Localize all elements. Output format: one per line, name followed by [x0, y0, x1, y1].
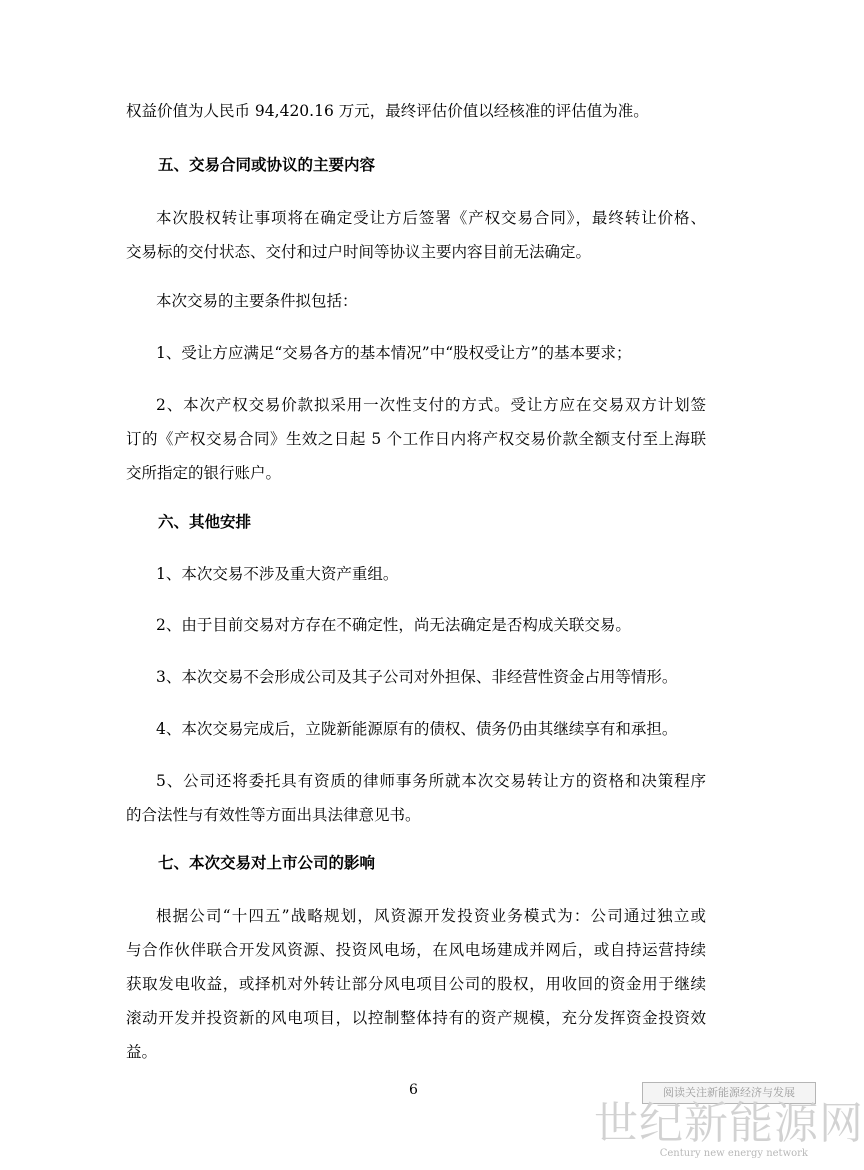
watermark-subtitle: 阅读关注新能源经济与发展: [663, 1086, 795, 1099]
intro-line-1: 权益价值为人民币 94,420.16 万元，最终评估价值以经核准的评估值为准。: [126, 102, 649, 120]
section-6-item-5: [126, 771, 706, 825]
section-5-heading: 五、交易合同或协议的主要内容: [158, 156, 376, 174]
section-7-p1-line-4: 滚动开发并投资新的风电项目，以控制整体持有的资产规模，充分发挥资金投资效: [126, 1009, 706, 1027]
section-6-item-2-line-1: 2、由于目前交易对方存在不确定性，尚无法确定是否构成关联交易。: [156, 616, 631, 634]
section-6-item-1: [126, 564, 706, 584]
section-7-p1-line-1: 根据公司“十四五”战略规划，风资源开发投资业务模式为：公司通过独立或: [156, 907, 706, 925]
section-5-p1-line-1: 本次股权转让事项将在确定受让方后签署《产权交易合同》，最终转让价格、: [156, 209, 706, 227]
section-5-p2-line-1: 本次交易的主要条件拟包括：: [156, 292, 358, 310]
section-6-item-4-line-1: 4、本次交易完成后，立陇新能源原有的债权、债务仍由其继续享有和承担。: [156, 720, 678, 738]
section-7-paragraph-1: [126, 906, 706, 1062]
section-6-item-3: [126, 667, 706, 687]
section-6-heading: 六、其他安排: [158, 513, 252, 531]
section-7-p1-line-2: 与合作伙伴联合开发风资源、投资风电场，在风电场建成并网后，或自持运营持续: [126, 941, 706, 959]
section-5-item-2: [126, 395, 706, 483]
section-5-item-2-line-2: 订的《产权交易合同》生效之日起 5 个工作日内将产权交易价款全额支付至上海联: [126, 430, 706, 448]
section-5-item-2-line-1: 2、本次产权交易价款拟采用一次性支付的方式。受让方应在交易双方计划签: [156, 396, 706, 414]
section-5-item-1: [126, 343, 706, 363]
section-6-item-3-line-1: 3、本次交易不会形成公司及其子公司对外担保、非经营性资金占用等情形。: [156, 668, 678, 686]
section-7-p1-line-3: 获取发电收益，或择机对外转让部分风电项目公司的股权，用收回的资金用于继续: [126, 975, 706, 993]
section-6-item-4: [126, 719, 706, 739]
section-5-item-2-line-3: 交所指定的银行账户。: [126, 464, 282, 482]
intro-paragraph: [126, 101, 706, 121]
section-6-item-2: [126, 615, 706, 635]
page-number: 6: [409, 1082, 418, 1098]
section-6-item-5-line-2: 的合法性与有效性等方面出具法律意见书。: [126, 806, 421, 824]
watermark-title: 世纪新能源网: [594, 1098, 864, 1149]
section-7-heading: 七、本次交易对上市公司的影响: [158, 854, 376, 872]
section-6-item-1-line-1: 1、本次交易不涉及重大资产重组。: [156, 565, 399, 583]
section-7-p1-line-5: 益。: [126, 1043, 158, 1061]
section-5-p1-line-2: 交易标的交付状态、交付和过户时间等协议主要内容目前无法确定。: [126, 243, 592, 261]
section-6-item-5-line-1: 5、公司还将委托具有资质的律师事务所就本次交易转让方的资格和决策程序: [156, 772, 706, 790]
section-5-item-1-line-1: 1、受让方应满足“交易各方的基本情况”中“股权受让方”的基本要求；: [156, 344, 632, 362]
watermark: [594, 1082, 864, 1164]
watermark-english: Century new energy network: [659, 1148, 808, 1159]
section-5-paragraph-2: [126, 291, 706, 311]
section-5-paragraph-1: [126, 208, 706, 262]
